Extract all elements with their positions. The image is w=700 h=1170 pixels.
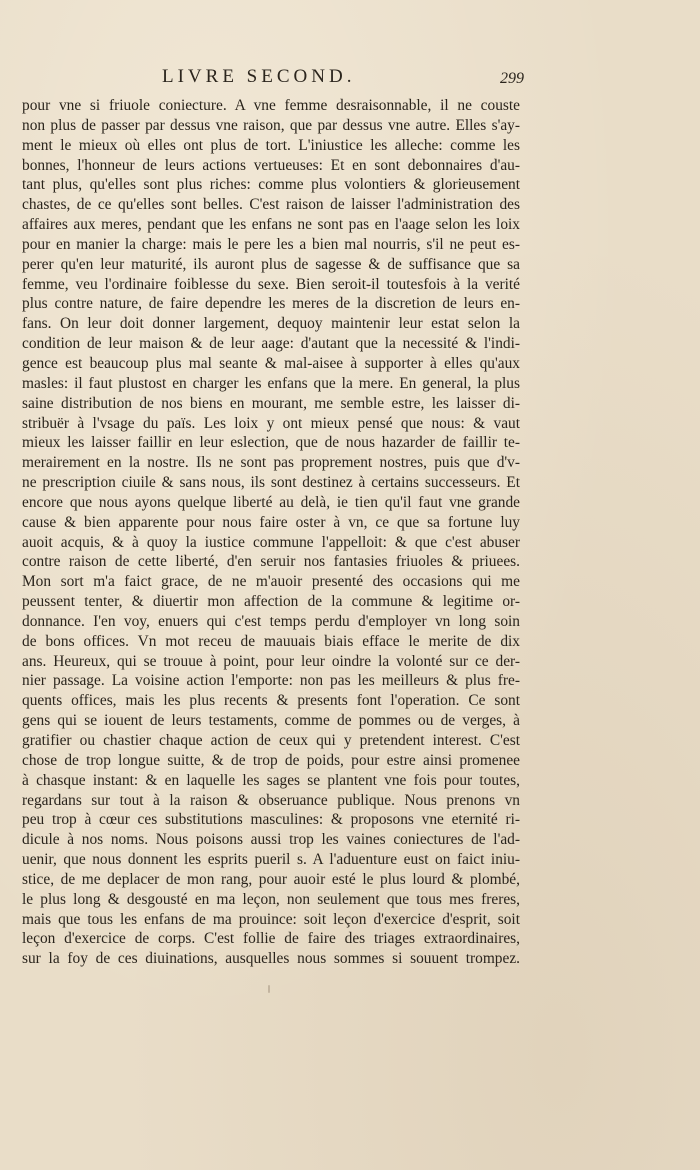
text-line: masles: il faut plustost en charger les enfans que la mere. En general, la plus bbox=[22, 374, 520, 392]
text-line: le plus long & desgousté en ma leçon, non seulement que tous mes freres, bbox=[22, 890, 520, 908]
text-line: plus contre nature, de faire dependre les meres de la discretion de leurs en- bbox=[22, 295, 520, 313]
text-line: sur la foy de ces diuinations, ausquelles nous sommes si souuent trompez. bbox=[22, 950, 520, 968]
text-line: gens qui se iouent de leurs testaments, comme de pommes ou de verges, à bbox=[22, 712, 520, 730]
text-line: regardans sur tout à la raison & obseruance publique. Nous prenons vn bbox=[22, 791, 520, 809]
text-line: pour vne si friuole coniecture. A vne femme desraisonnable, il ne couste bbox=[22, 97, 520, 114]
text-line: chose de trop longue suitte, & de trop de poids, pour estre ainsi promenee bbox=[22, 751, 520, 769]
text-line: affaires aux meres, pendant que les enfans ne sont pas en l'aage selon les loix bbox=[22, 216, 520, 234]
text-line: mieux les laisser faillir en leur eslection, que de nous hazarder de faillir te- bbox=[22, 434, 520, 452]
text-line: femme, veu l'ordinaire foiblesse du sexe. Bien seroit-il toutesfois à la verité bbox=[22, 275, 520, 293]
text-line: ne prescription ciuile & sans nous, ils sont destinez à certains successeurs. Et bbox=[22, 474, 520, 492]
text-line: gratifier ou chastier chaque action de ceux qui y pretendent interest. C'est bbox=[22, 732, 520, 749]
text-line: stice, de me deplacer de mon rang, pour auoir esté le plus lourd & plombé, bbox=[22, 870, 520, 888]
text-line: peu trop à cœur ces substitutions masculines: & proposons vne eternité ri- bbox=[22, 811, 520, 829]
text-line: de bons offices. Vn mot receu de mauuais biais efface le merite de dix bbox=[22, 632, 520, 650]
text-line: ans. Heureux, qui se trouue à point, pour leur oindre la volonté sur ce der- bbox=[22, 652, 520, 670]
running-head: LIVRE SECOND. bbox=[162, 66, 356, 87]
text-line: pour en manier la charge: mais le pere les a bien mal nourris, s'il ne peut es- bbox=[22, 235, 520, 253]
body-text bbox=[22, 96, 520, 969]
text-line: fans. On leur doit donner largement, dequoy maintenir leur estat selon la bbox=[22, 315, 520, 333]
text-line: peussent tenter, & diuertir mon affection de la commune & legitime or- bbox=[22, 593, 520, 611]
text-line: bonnes, l'honneur de leurs actions vertueuses: Et en sont debonnaires d'au- bbox=[22, 156, 520, 174]
text-line: dicule à nos noms. Nous poisons aussi trop les vaines coniectures de l'ad- bbox=[22, 831, 520, 849]
text-line: perer qu'en leur maturité, ils auront plus de sagesse & de suffisance que sa bbox=[22, 255, 520, 273]
ink-mark bbox=[268, 985, 270, 993]
text-line: ment le mieux où elles ont plus de tort. L'iniustice les alleche: comme les bbox=[22, 136, 520, 154]
text-line: mais que tous les enfans de ma prouince: soit leçon d'exercice d'esprit, soit bbox=[22, 910, 520, 928]
text-line: saine distribution de nos biens en mourant, me semble estre, les laisser di- bbox=[22, 394, 520, 412]
text-line: Mon sort m'a faict grace, de ne m'auoir presenté des occasions qui me bbox=[22, 573, 520, 591]
text-line: chastes, de ce qu'elles sont belles. C'est raison de laisser l'administration des bbox=[22, 196, 520, 214]
text-line: stribuër à l'vsage du païs. Les loix y ont mieux pensé que nous: & vaut bbox=[22, 414, 520, 432]
text-line: à chasque instant: & en laquelle les sages se plantent vne fois pour toutes, bbox=[22, 771, 520, 789]
text-line: quents offices, mais les plus recents & presents font l'operation. Ce sont bbox=[22, 692, 520, 710]
text-line: donnance. I'en voy, enuers qui c'est temps perdu d'employer vn long soin bbox=[22, 612, 520, 630]
text-line: tant plus, qu'elles sont plus riches: comme plus volontiers & glorieusement bbox=[22, 176, 520, 194]
text-line: non plus de passer par dessus vne raison, que par dessus vne autre. Elles s'ay- bbox=[22, 116, 520, 134]
text-line: condition de leur maison & de leur aage: d'autant que la necessité & l'indi- bbox=[22, 335, 520, 353]
text-line: cause & bien apparente pour nous faire oster à vn, ce que sa fortune luy bbox=[22, 513, 520, 531]
page-header bbox=[22, 66, 524, 92]
text-line: contre raison de cette liberté, d'en seruir nos fantasies friuoles & priuees. bbox=[22, 553, 520, 571]
text-line: uenir, que nous donnent les esprits pueril s. A l'aduenture eust on faict iniu- bbox=[22, 851, 520, 869]
text-line: auoit acquis, & à quoy la iustice commune l'appelloit: & que c'est abuser bbox=[22, 533, 520, 551]
text-line: leçon d'exercice de corps. C'est follie de faire des triages extraordinaires, bbox=[22, 930, 520, 948]
text-line: merairement en la nostre. Ils ne sont pas proprement nostres, puis que d'v- bbox=[22, 454, 520, 472]
page-number: 299 bbox=[500, 70, 524, 87]
text-line: gence est beaucoup plus mal seante & mal-aisee à supporter à elles qu'aux bbox=[22, 354, 520, 372]
text-line: nier passage. La voisine action l'emporte: non pas les meilleurs & plus fre- bbox=[22, 672, 520, 690]
text-line: encore que nous ayons quelque liberté au delà, ie tien qu'il faut vne grande bbox=[22, 493, 520, 511]
